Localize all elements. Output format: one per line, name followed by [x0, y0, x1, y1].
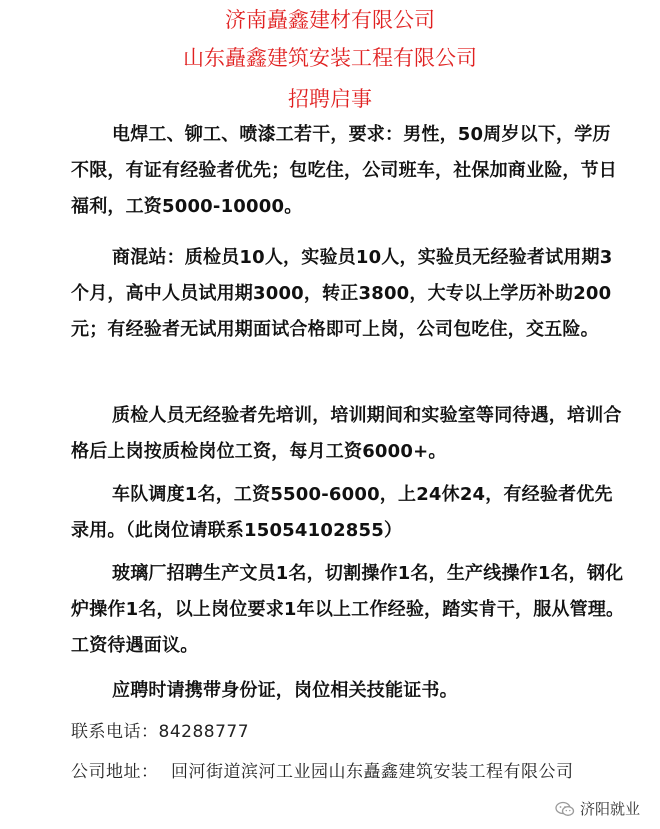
watermark-text: 济阳就业	[579, 800, 640, 818]
job-paragraph-glass-factory: 玻璃厂招聘生产文员1名，切割操作1名，生产线操作1名，钢化炉操作1名，以上岗位要求1年以上工作经验，踏实肯干，服从管理。工资待遇面议。	[71, 563, 625, 656]
contact-phone	[71, 714, 249, 750]
wechat-watermark	[555, 798, 640, 819]
contact-address-label: 公司地址：	[71, 762, 159, 782]
wechat-icon	[555, 801, 575, 817]
contact-phone-label: 联系电话：	[71, 722, 159, 742]
job-paragraph-fleet-dispatcher: 车队调度1名，工资5500-6000，上24休24，有经验者优先录用。（此岗位请联系15054102855）	[71, 484, 613, 541]
job-paragraph-concrete-station: 商混站：质检员10人，实验员10人，实验员无经验者试用期3个月，高中人员试用期3000，转正3800，大专以上学历补助200元；有经验者无试用期面试合格即可上岗，公司包吃住，交五险。	[71, 247, 613, 340]
contact-address	[71, 754, 611, 790]
contact-phone-number: 84288777	[158, 722, 250, 742]
contact-address-value: 回河街道滨河工业园山东矗鑫建筑安装工程有限公司	[171, 762, 574, 782]
job-paragraph-welders: 电焊工、铆工、喷漆工若干，要求：男性，50周岁以下，学历不限，有证有经验者优先；包吃住，公司班车，社保加商业险，节日福利，工资5000-10000。	[71, 124, 617, 217]
company-name-secondary: 山东矗鑫建筑安装工程有限公司	[183, 46, 477, 70]
notice-title: 招聘启事	[288, 87, 372, 111]
company-name-primary: 济南矗鑫建材有限公司	[225, 8, 435, 32]
job-paragraph-inspector-training: 质检人员无经验者先培训，培训期间和实验室等同待遇，培训合格后上岗按质检岗位工资，每月工资6000+。	[71, 405, 622, 462]
application-requirements: 应聘时请携带身份证，岗位相关技能证书。	[112, 680, 458, 701]
